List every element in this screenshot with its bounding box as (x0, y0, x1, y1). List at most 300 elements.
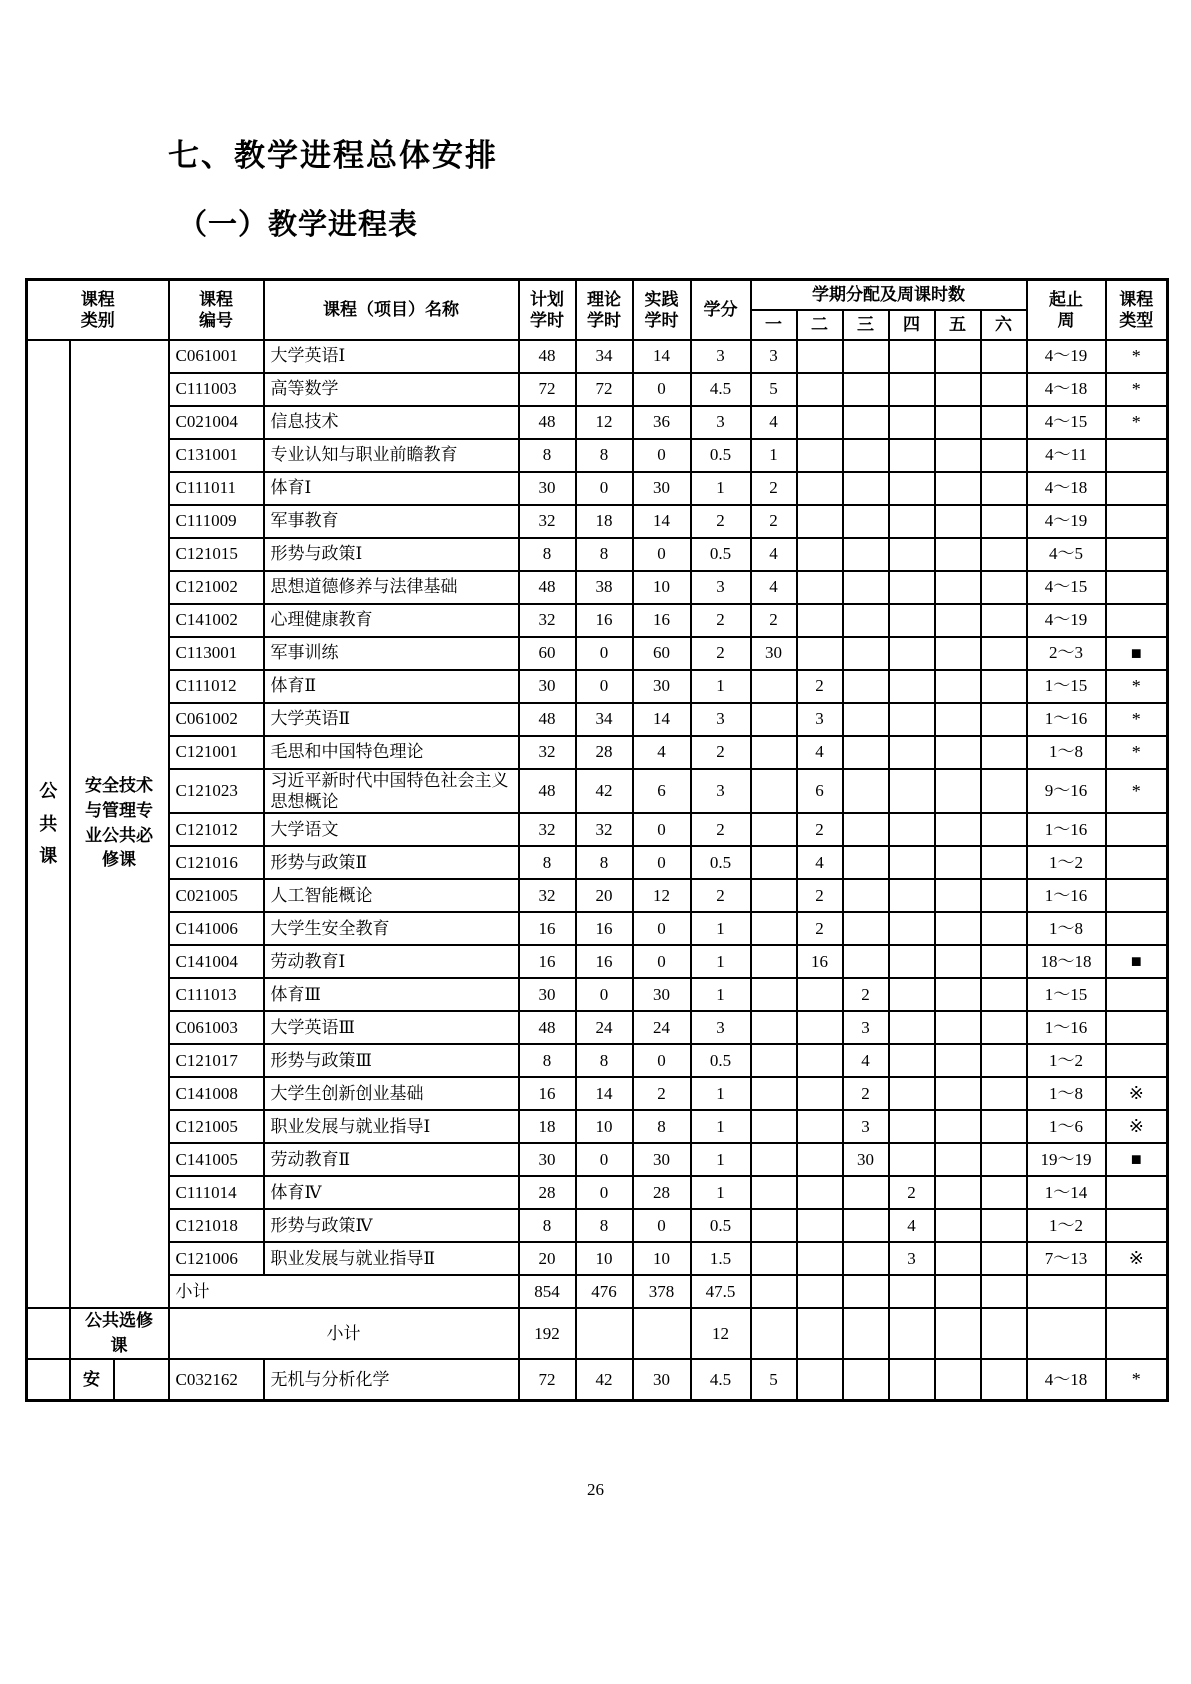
theory-hours: 16 (576, 912, 633, 945)
credits: 47.5 (691, 1275, 751, 1308)
semester-5-hours (935, 373, 981, 406)
credits: 1 (691, 1077, 751, 1110)
semester-4-hours (889, 945, 935, 978)
theory-hours: 20 (576, 879, 633, 912)
course-name: 大学生创新创业基础 (264, 1077, 519, 1110)
semester-2-hours (797, 505, 843, 538)
start-end-weeks: 1～8 (1027, 912, 1106, 945)
planned-hours: 32 (519, 813, 576, 846)
course-code: C061003 (169, 1011, 264, 1044)
semester-2-hours (797, 373, 843, 406)
planned-hours: 48 (519, 703, 576, 736)
course-name: 信息技术 (264, 406, 519, 439)
planned-hours: 72 (519, 373, 576, 406)
semester-6-hours (981, 1077, 1027, 1110)
semester-3-hours (843, 1308, 889, 1359)
planned-hours: 60 (519, 637, 576, 670)
category-public-course: 公共课 (27, 340, 70, 1309)
semester-5-hours (935, 1011, 981, 1044)
course-type (1106, 879, 1168, 912)
course-name: 形势与政策Ⅲ (264, 1044, 519, 1077)
course-row (27, 1176, 1168, 1209)
theory-hours: 0 (576, 1143, 633, 1176)
course-type (1106, 472, 1168, 505)
course-code: C131001 (169, 439, 264, 472)
course-type (1106, 813, 1168, 846)
start-end-weeks: 1～16 (1027, 879, 1106, 912)
course-type (1106, 505, 1168, 538)
header-course-category: 课程类别 (27, 280, 169, 340)
course-row (27, 571, 1168, 604)
theory-hours: 0 (576, 670, 633, 703)
planned-hours: 854 (519, 1275, 576, 1308)
start-end-weeks: 1～16 (1027, 813, 1106, 846)
semester-1-hours: 4 (751, 406, 797, 439)
semester-1-hours: 2 (751, 604, 797, 637)
course-code: C111013 (169, 978, 264, 1011)
semester-3-hours: 3 (843, 1110, 889, 1143)
planned-hours: 32 (519, 879, 576, 912)
semester-5-hours (935, 813, 981, 846)
course-code: C121017 (169, 1044, 264, 1077)
semester-2-hours (797, 1308, 843, 1359)
theory-hours: 0 (576, 637, 633, 670)
semester-2-hours (797, 1044, 843, 1077)
practice-hours: 14 (633, 505, 691, 538)
course-name: 无机与分析化学 (264, 1359, 519, 1400)
course-row (27, 1359, 1168, 1400)
page-number: 26 (587, 1480, 604, 1499)
credits: 1.5 (691, 1242, 751, 1275)
header-row-1 (27, 280, 1168, 310)
credits: 2 (691, 813, 751, 846)
course-type: * (1106, 703, 1168, 736)
course-code: C111011 (169, 472, 264, 505)
semester-2-hours (797, 1242, 843, 1275)
credits: 3 (691, 340, 751, 373)
semester-4-hours: 4 (889, 1209, 935, 1242)
practice-hours: 30 (633, 978, 691, 1011)
planned-hours: 48 (519, 406, 576, 439)
semester-1-hours (751, 945, 797, 978)
semester-4-hours (889, 1110, 935, 1143)
credits: 1 (691, 978, 751, 1011)
theory-hours: 42 (576, 769, 633, 814)
semester-4-hours (889, 670, 935, 703)
semester-1-hours (751, 1011, 797, 1044)
semester-6-hours (981, 406, 1027, 439)
course-name: 职业发展与就业指导Ⅰ (264, 1110, 519, 1143)
semester-4-hours (889, 813, 935, 846)
semester-4-hours (889, 373, 935, 406)
semester-6-hours (981, 571, 1027, 604)
semester-3-hours (843, 472, 889, 505)
course-row (27, 505, 1168, 538)
semester-2-hours (797, 472, 843, 505)
teaching-schedule-table (25, 278, 1169, 1402)
semester-3-hours (843, 670, 889, 703)
start-end-weeks: 4～19 (1027, 340, 1106, 373)
semester-4-hours (889, 769, 935, 814)
course-row (27, 1242, 1168, 1275)
planned-hours: 32 (519, 505, 576, 538)
course-name: 军事教育 (264, 505, 519, 538)
planned-hours: 48 (519, 769, 576, 814)
course-type (1106, 1011, 1168, 1044)
course-code: C121001 (169, 736, 264, 769)
practice-hours: 2 (633, 1077, 691, 1110)
semester-3-hours (843, 538, 889, 571)
planned-hours: 16 (519, 945, 576, 978)
start-end-weeks: 9～16 (1027, 769, 1106, 814)
credits: 1 (691, 1110, 751, 1143)
semester-4-hours (889, 1143, 935, 1176)
practice-hours: 30 (633, 472, 691, 505)
semester-2-hours (797, 978, 843, 1011)
course-type: ※ (1106, 1077, 1168, 1110)
start-end-weeks: 1～16 (1027, 1011, 1106, 1044)
semester-6-hours (981, 1308, 1027, 1359)
course-name: 心理健康教育 (264, 604, 519, 637)
planned-hours: 48 (519, 1011, 576, 1044)
course-code: C121016 (169, 846, 264, 879)
semester-3-hours: 30 (843, 1143, 889, 1176)
header-semester-2: 二 (797, 310, 843, 340)
planned-hours: 48 (519, 571, 576, 604)
semester-4-hours (889, 846, 935, 879)
start-end-weeks: 1～2 (1027, 1209, 1106, 1242)
semester-1-hours (751, 769, 797, 814)
semester-6-hours (981, 472, 1027, 505)
start-end-weeks: 1～2 (1027, 1044, 1106, 1077)
semester-2-hours: 16 (797, 945, 843, 978)
course-type (1106, 1275, 1168, 1308)
planned-hours: 32 (519, 736, 576, 769)
semester-2-hours (797, 1176, 843, 1209)
planned-hours: 48 (519, 340, 576, 373)
course-code: C032162 (169, 1359, 264, 1400)
course-row (27, 472, 1168, 505)
course-row (27, 1044, 1168, 1077)
semester-1-hours (751, 1176, 797, 1209)
semester-3-hours (843, 373, 889, 406)
header-semester-5: 五 (935, 310, 981, 340)
course-row (27, 769, 1168, 814)
semester-5-hours (935, 406, 981, 439)
course-name: 毛思和中国特色理论 (264, 736, 519, 769)
course-type (1106, 1308, 1168, 1359)
start-end-weeks (1027, 1275, 1106, 1308)
course-code: C121023 (169, 769, 264, 814)
semester-3-hours (843, 1359, 889, 1400)
semester-6-hours (981, 846, 1027, 879)
course-row (27, 538, 1168, 571)
credits: 2 (691, 736, 751, 769)
credits: 4.5 (691, 373, 751, 406)
credits: 0.5 (691, 1044, 751, 1077)
semester-3-hours (843, 439, 889, 472)
subtotal-label: 小计 (169, 1308, 519, 1359)
planned-hours: 8 (519, 538, 576, 571)
course-code: C111009 (169, 505, 264, 538)
course-name: 体育Ⅳ (264, 1176, 519, 1209)
header-practice-hours: 实践学时 (633, 280, 691, 340)
semester-5-hours (935, 1077, 981, 1110)
planned-hours: 28 (519, 1176, 576, 1209)
course-row (27, 879, 1168, 912)
planned-hours: 32 (519, 604, 576, 637)
semester-5-hours (935, 912, 981, 945)
semester-4-hours (889, 703, 935, 736)
practice-hours: 8 (633, 1110, 691, 1143)
semester-6-hours (981, 1110, 1027, 1143)
course-type: * (1106, 406, 1168, 439)
semester-1-hours: 2 (751, 505, 797, 538)
theory-hours: 16 (576, 945, 633, 978)
semester-2-hours (797, 538, 843, 571)
semester-1-hours: 30 (751, 637, 797, 670)
course-type (1106, 1176, 1168, 1209)
category-required-sub: 安全技术与管理专业公共必修课 (70, 340, 169, 1309)
semester-4-hours (889, 1011, 935, 1044)
semester-6-hours (981, 670, 1027, 703)
course-name: 职业发展与就业指导Ⅱ (264, 1242, 519, 1275)
section-subtitle: （一）教学进程表 (178, 209, 419, 241)
course-row (27, 1077, 1168, 1110)
course-code: C121002 (169, 571, 264, 604)
semester-6-hours (981, 1044, 1027, 1077)
theory-hours: 0 (576, 1176, 633, 1209)
semester-2-hours: 4 (797, 736, 843, 769)
theory-hours: 14 (576, 1077, 633, 1110)
course-name: 高等数学 (264, 373, 519, 406)
semester-5-hours (935, 945, 981, 978)
start-end-weeks: 1～2 (1027, 846, 1106, 879)
credits: 3 (691, 1011, 751, 1044)
theory-hours: 34 (576, 703, 633, 736)
semester-4-hours (889, 571, 935, 604)
semester-6-hours (981, 813, 1027, 846)
semester-6-hours (981, 769, 1027, 814)
start-end-weeks: 1～15 (1027, 670, 1106, 703)
credits: 0.5 (691, 846, 751, 879)
theory-hours: 12 (576, 406, 633, 439)
semester-3-hours (843, 945, 889, 978)
semester-3-hours (843, 736, 889, 769)
credits: 1 (691, 1176, 751, 1209)
theory-hours: 42 (576, 1359, 633, 1400)
semester-2-hours (797, 1077, 843, 1110)
course-row (27, 670, 1168, 703)
semester-3-hours: 3 (843, 1011, 889, 1044)
credits: 1 (691, 912, 751, 945)
semester-3-hours (843, 1275, 889, 1308)
elective-subtotal-row (27, 1308, 1168, 1359)
semester-6-hours (981, 1209, 1027, 1242)
practice-hours: 0 (633, 813, 691, 846)
practice-hours: 0 (633, 1044, 691, 1077)
start-end-weeks: 4～15 (1027, 571, 1106, 604)
semester-5-hours (935, 1110, 981, 1143)
practice-hours: 0 (633, 945, 691, 978)
course-name: 大学英语Ⅲ (264, 1011, 519, 1044)
semester-5-hours (935, 571, 981, 604)
planned-hours: 30 (519, 1143, 576, 1176)
course-code: C111012 (169, 670, 264, 703)
course-type (1106, 978, 1168, 1011)
planned-hours: 8 (519, 846, 576, 879)
course-row (27, 978, 1168, 1011)
course-code: C141006 (169, 912, 264, 945)
semester-3-hours (843, 340, 889, 373)
start-end-weeks: 4～15 (1027, 406, 1106, 439)
credits: 12 (691, 1308, 751, 1359)
course-type: * (1106, 769, 1168, 814)
semester-5-hours (935, 637, 981, 670)
semester-4-hours (889, 1077, 935, 1110)
semester-2-hours: 2 (797, 879, 843, 912)
credits: 1 (691, 670, 751, 703)
semester-1-hours (751, 912, 797, 945)
semester-3-hours: 2 (843, 978, 889, 1011)
semester-3-hours (843, 1242, 889, 1275)
course-type (1106, 912, 1168, 945)
practice-hours: 24 (633, 1011, 691, 1044)
header-planned-hours: 计划学时 (519, 280, 576, 340)
course-row (27, 373, 1168, 406)
course-name: 大学生安全教育 (264, 912, 519, 945)
credits: 3 (691, 703, 751, 736)
semester-1-hours (751, 736, 797, 769)
practice-hours: 378 (633, 1275, 691, 1308)
course-code: C141005 (169, 1143, 264, 1176)
course-code: C021005 (169, 879, 264, 912)
course-code: C121005 (169, 1110, 264, 1143)
semester-6-hours (981, 703, 1027, 736)
semester-1-hours (751, 1308, 797, 1359)
start-end-weeks: 4～11 (1027, 439, 1106, 472)
header-course-type: 课程类型 (1106, 280, 1168, 340)
course-code: C113001 (169, 637, 264, 670)
planned-hours: 192 (519, 1308, 576, 1359)
credits: 2 (691, 505, 751, 538)
start-end-weeks (1027, 1308, 1106, 1359)
start-end-weeks: 1～6 (1027, 1110, 1106, 1143)
semester-6-hours (981, 879, 1027, 912)
course-row (27, 813, 1168, 846)
planned-hours: 30 (519, 670, 576, 703)
semester-4-hours (889, 912, 935, 945)
theory-hours: 28 (576, 736, 633, 769)
course-row (27, 736, 1168, 769)
planned-hours: 20 (519, 1242, 576, 1275)
semester-6-hours (981, 538, 1027, 571)
semester-6-hours (981, 1275, 1027, 1308)
theory-hours: 32 (576, 813, 633, 846)
semester-4-hours (889, 1275, 935, 1308)
semester-3-hours (843, 637, 889, 670)
course-name: 人工智能概论 (264, 879, 519, 912)
semester-5-hours (935, 439, 981, 472)
semester-4-hours: 2 (889, 1176, 935, 1209)
semester-1-hours (751, 978, 797, 1011)
semester-1-hours (751, 1143, 797, 1176)
semester-3-hours (843, 1176, 889, 1209)
semester-1-hours (751, 1242, 797, 1275)
practice-hours (633, 1308, 691, 1359)
start-end-weeks: 4～19 (1027, 505, 1106, 538)
course-row (27, 846, 1168, 879)
header-course-name: 课程（项目）名称 (264, 280, 519, 340)
course-type: ■ (1106, 637, 1168, 670)
semester-4-hours (889, 505, 935, 538)
course-row (27, 637, 1168, 670)
semester-6-hours (981, 978, 1027, 1011)
start-end-weeks: 4～18 (1027, 472, 1106, 505)
category-spacer (27, 1308, 70, 1359)
start-end-weeks: 1～8 (1027, 1077, 1106, 1110)
course-row (27, 1110, 1168, 1143)
practice-hours: 0 (633, 1209, 691, 1242)
theory-hours: 0 (576, 472, 633, 505)
start-end-weeks: 4～18 (1027, 1359, 1106, 1400)
header-semester-4: 四 (889, 310, 935, 340)
practice-hours: 12 (633, 879, 691, 912)
semester-5-hours (935, 978, 981, 1011)
semester-1-hours: 3 (751, 340, 797, 373)
course-type: * (1106, 670, 1168, 703)
semester-2-hours (797, 604, 843, 637)
semester-4-hours (889, 604, 935, 637)
credits: 2 (691, 637, 751, 670)
semester-3-hours (843, 703, 889, 736)
semester-2-hours: 2 (797, 670, 843, 703)
semester-4-hours (889, 1044, 935, 1077)
course-type (1106, 846, 1168, 879)
credits: 4.5 (691, 1359, 751, 1400)
credits: 2 (691, 879, 751, 912)
semester-2-hours: 2 (797, 813, 843, 846)
semester-6-hours (981, 340, 1027, 373)
practice-hours: 60 (633, 637, 691, 670)
semester-3-hours: 2 (843, 1077, 889, 1110)
course-name: 形势与政策Ⅱ (264, 846, 519, 879)
semester-2-hours (797, 340, 843, 373)
course-code: C111014 (169, 1176, 264, 1209)
theory-hours: 8 (576, 538, 633, 571)
theory-hours: 476 (576, 1275, 633, 1308)
semester-1-hours (751, 1209, 797, 1242)
semester-1-hours: 4 (751, 538, 797, 571)
semester-2-hours: 2 (797, 912, 843, 945)
planned-hours: 72 (519, 1359, 576, 1400)
planned-hours: 30 (519, 978, 576, 1011)
semester-2-hours (797, 1110, 843, 1143)
course-type: * (1106, 373, 1168, 406)
start-end-weeks: 7～13 (1027, 1242, 1106, 1275)
course-type (1106, 1209, 1168, 1242)
theory-hours: 10 (576, 1110, 633, 1143)
practice-hours: 28 (633, 1176, 691, 1209)
practice-hours: 0 (633, 439, 691, 472)
credits: 1 (691, 472, 751, 505)
semester-6-hours (981, 912, 1027, 945)
start-end-weeks: 18～18 (1027, 945, 1106, 978)
course-row (27, 439, 1168, 472)
course-name: 体育Ⅱ (264, 670, 519, 703)
semester-3-hours (843, 912, 889, 945)
course-row (27, 1209, 1168, 1242)
